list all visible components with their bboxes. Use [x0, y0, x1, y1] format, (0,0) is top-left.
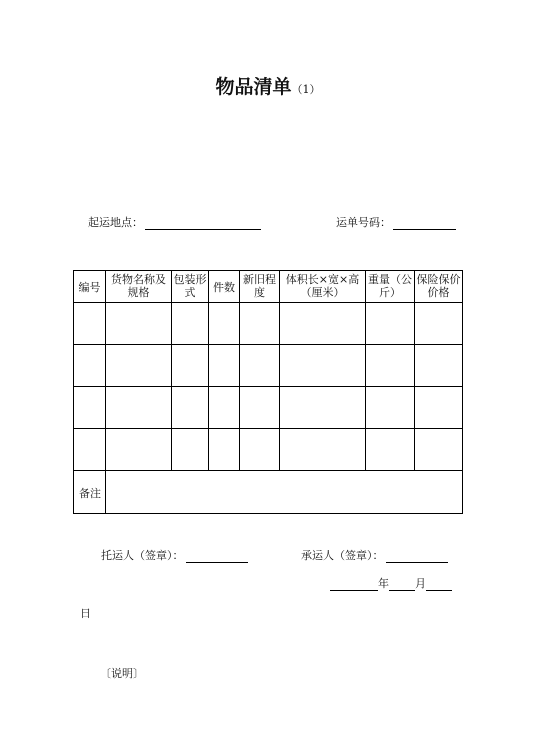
goods-table [73, 270, 463, 514]
header-volume: 体积长×宽×高（厘米） [280, 271, 366, 303]
table-cell[interactable] [415, 345, 463, 387]
date-line [330, 575, 452, 591]
shipper-signature-line[interactable] [186, 551, 248, 563]
title-main: 物品清单 [215, 76, 292, 98]
header-quantity: 件数 [209, 271, 240, 303]
remark-cell[interactable] [106, 471, 463, 514]
table-cell[interactable] [172, 345, 209, 387]
table-cell[interactable] [74, 345, 106, 387]
table-cell[interactable] [106, 387, 172, 429]
shipper-field [101, 547, 248, 563]
note-label: 〔说明〕 [100, 667, 144, 680]
carrier-field [301, 547, 448, 563]
table-cell[interactable] [106, 345, 172, 387]
table-cell[interactable] [280, 387, 366, 429]
header-goods-name: 货物名称及规格 [106, 271, 172, 303]
table-row [74, 387, 463, 429]
shipper-label: 托运人（签章）： [101, 549, 184, 562]
table-cell[interactable] [172, 303, 209, 345]
table-cell[interactable] [366, 345, 415, 387]
table-cell[interactable] [209, 303, 240, 345]
year-blank[interactable] [330, 579, 378, 591]
table-cell[interactable] [74, 387, 106, 429]
carrier-label: 承运人（签章）： [301, 549, 384, 562]
waybill-field [336, 214, 456, 230]
table-cell[interactable] [280, 303, 366, 345]
table-cell[interactable] [74, 429, 106, 471]
table-cell[interactable] [415, 429, 463, 471]
table-cell[interactable] [74, 303, 106, 345]
table-cell[interactable] [106, 429, 172, 471]
waybill-label: 运单号码： [336, 216, 391, 229]
year-label: 年 [378, 577, 389, 590]
table-row [74, 345, 463, 387]
table-cell[interactable] [209, 387, 240, 429]
waybill-input-line[interactable] [393, 218, 456, 230]
table-cell[interactable] [240, 387, 280, 429]
header-number: 编号 [74, 271, 106, 303]
table-row [74, 303, 463, 345]
table-cell[interactable] [366, 387, 415, 429]
document-title [0, 72, 536, 99]
origin-label: 起运地点： [88, 216, 143, 229]
table-cell[interactable] [415, 303, 463, 345]
table-cell[interactable] [240, 429, 280, 471]
header-condition: 新旧程度 [240, 271, 280, 303]
title-number: （1） [291, 83, 321, 96]
header-weight: 重量（公斤） [366, 271, 415, 303]
day-blank[interactable] [426, 579, 452, 591]
remark-label: 备注 [74, 471, 106, 514]
origin-field [88, 214, 261, 230]
day-label: 日 [80, 607, 91, 620]
origin-input-line[interactable] [145, 218, 261, 230]
table-cell[interactable] [280, 345, 366, 387]
month-label: 月 [415, 577, 426, 590]
month-blank[interactable] [389, 579, 415, 591]
table-header-row [74, 271, 463, 303]
table-cell[interactable] [240, 303, 280, 345]
table-cell[interactable] [366, 303, 415, 345]
table-cell[interactable] [209, 345, 240, 387]
table-cell[interactable] [240, 345, 280, 387]
table-cell[interactable] [172, 429, 209, 471]
table-cell[interactable] [172, 387, 209, 429]
table-cell[interactable] [209, 429, 240, 471]
remark-row [74, 471, 463, 514]
header-packaging: 包装形式 [172, 271, 209, 303]
carrier-signature-line[interactable] [386, 551, 448, 563]
table-cell[interactable] [366, 429, 415, 471]
table-cell[interactable] [280, 429, 366, 471]
table-cell[interactable] [106, 303, 172, 345]
table-row [74, 429, 463, 471]
table-cell[interactable] [415, 387, 463, 429]
header-insured-value: 保险保价价格 [415, 271, 463, 303]
